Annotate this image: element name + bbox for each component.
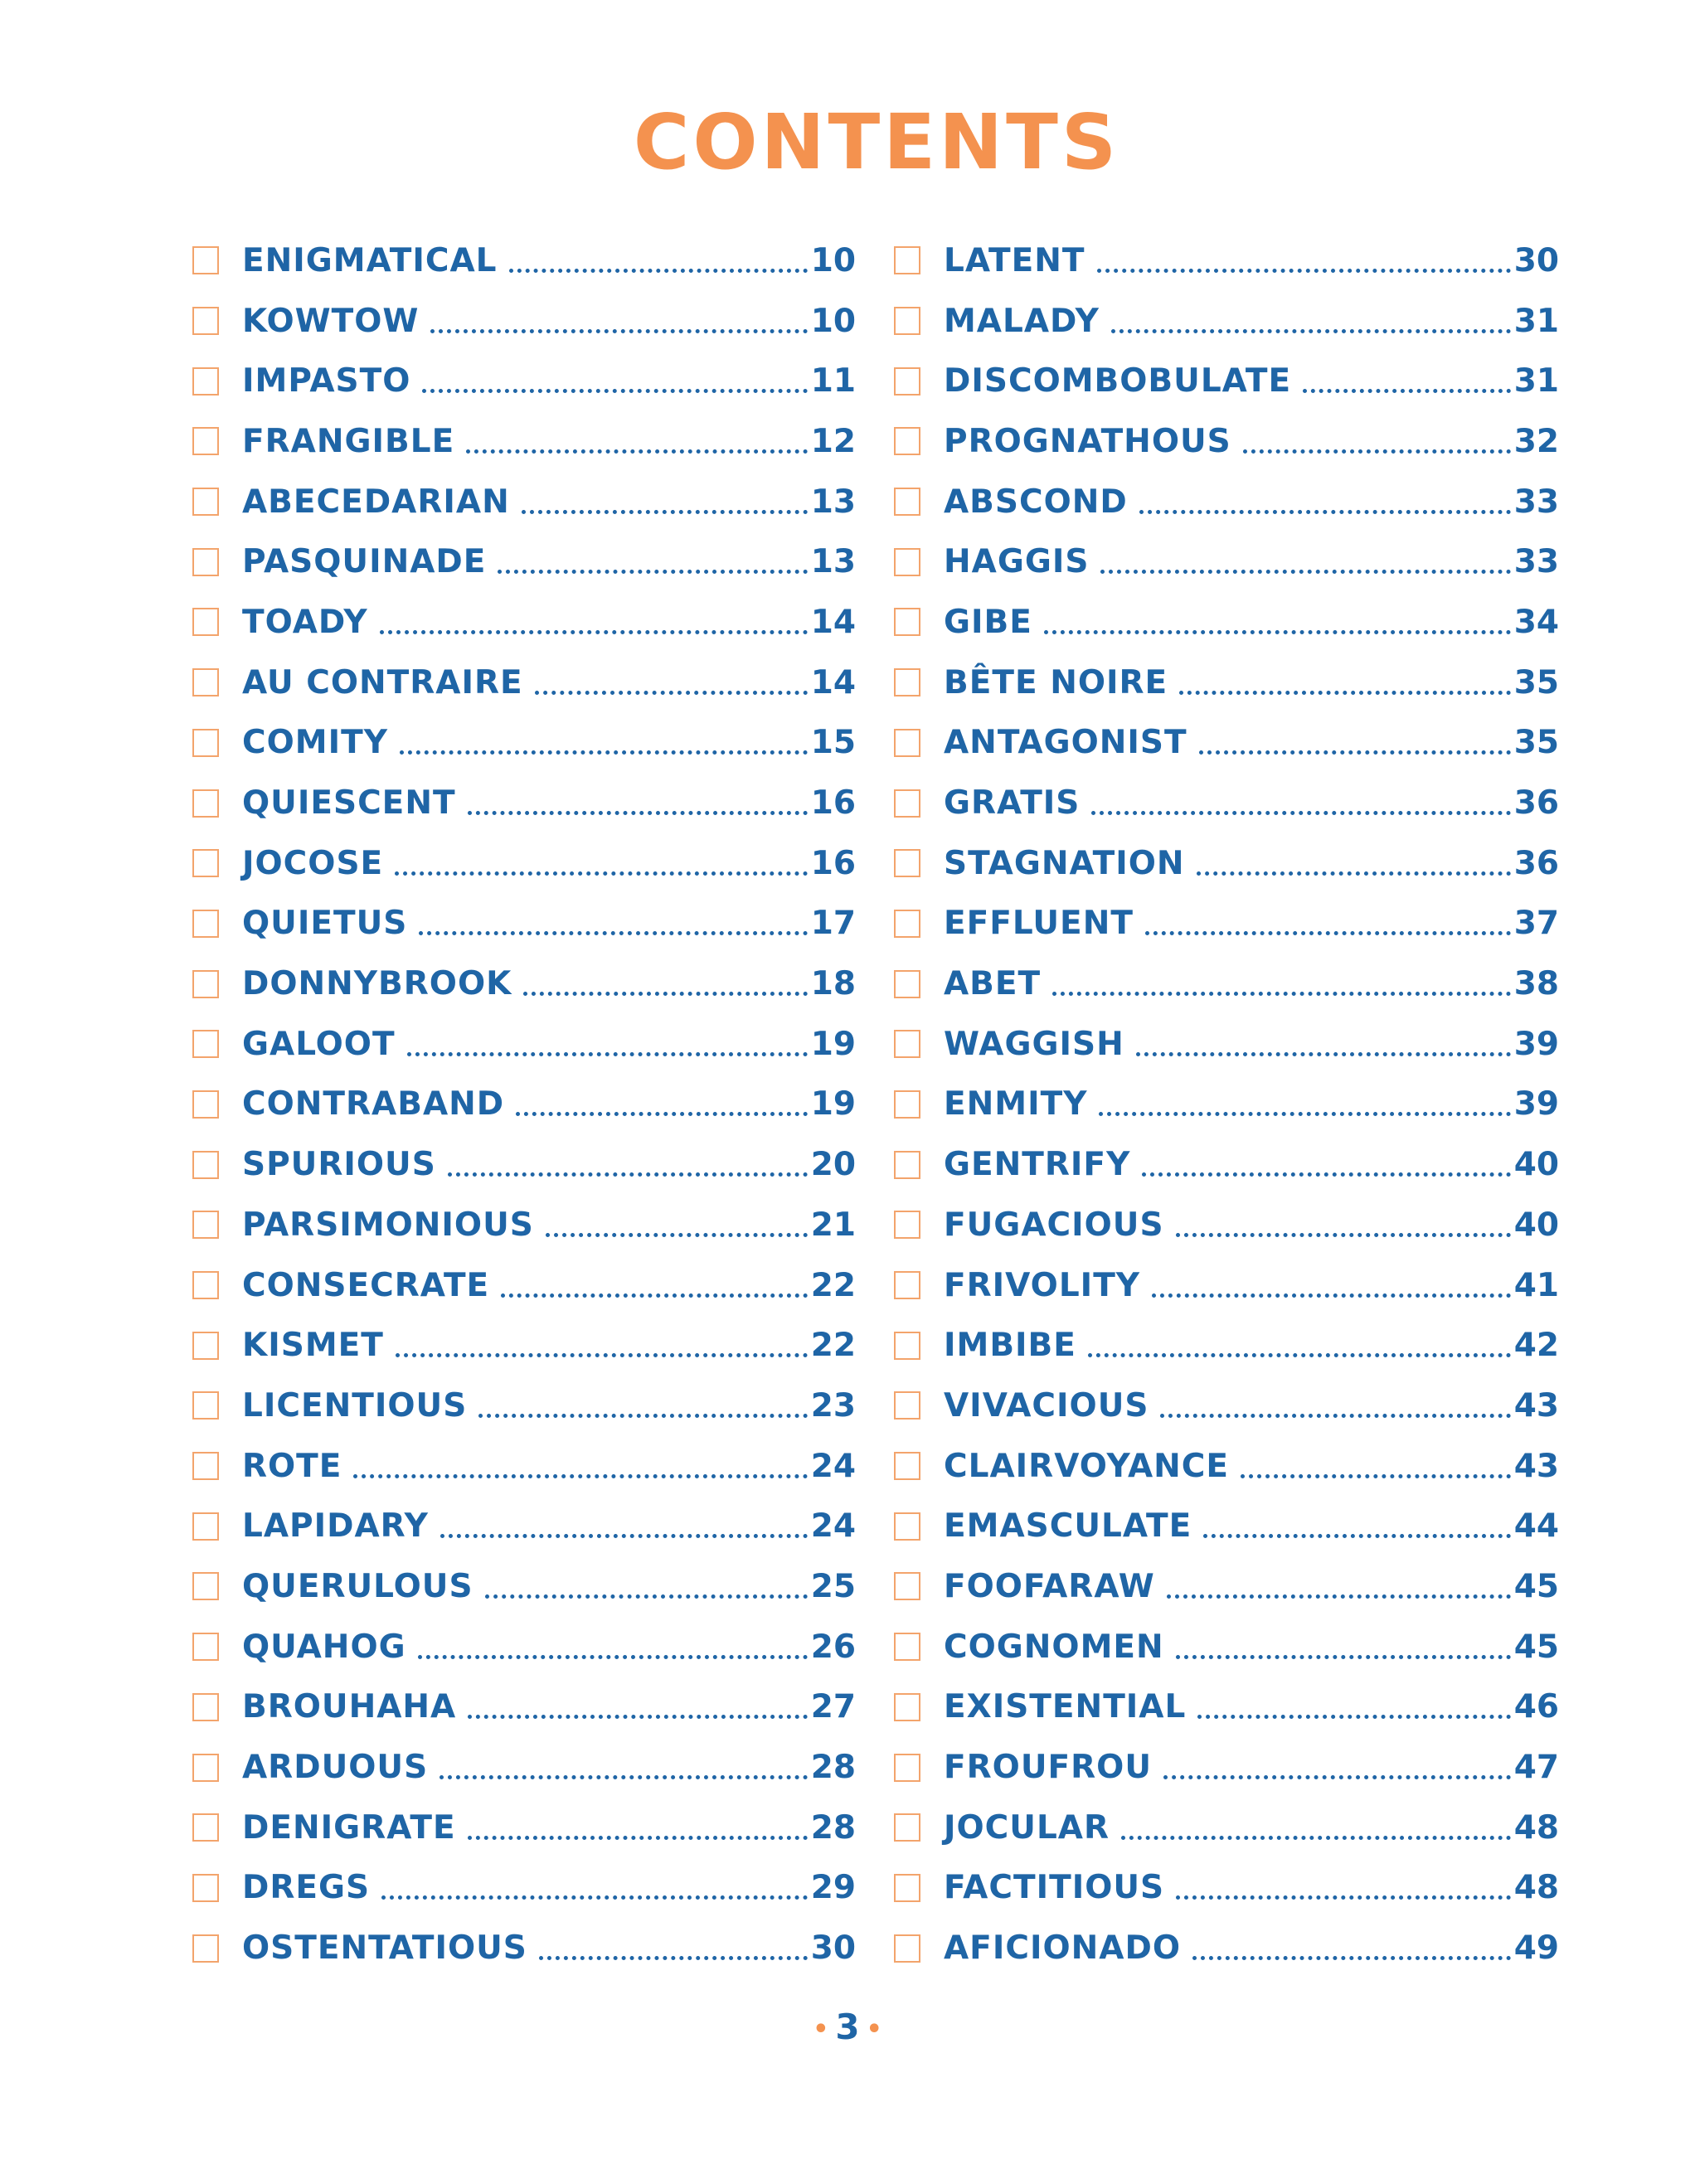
entry-page: 46 [1513, 1688, 1559, 1726]
dot-leader [1139, 510, 1511, 514]
entry-word: GENTRIFY [944, 1146, 1131, 1184]
entry-word: OSTENTATIOUS [242, 1929, 527, 1968]
contents-entry [894, 1075, 1559, 1135]
entry-word: ABSCOND [944, 483, 1128, 521]
contents-entry [192, 472, 856, 532]
contents-entry [894, 894, 1559, 954]
entry-page: 45 [1513, 1628, 1559, 1666]
entry-page: 29 [810, 1869, 856, 1907]
checkbox[interactable] [192, 1271, 219, 1299]
entry-page: 44 [1513, 1507, 1559, 1546]
entry-page: 31 [1513, 302, 1559, 340]
checkbox[interactable] [894, 1512, 920, 1541]
checkbox[interactable] [894, 548, 920, 576]
dot-leader [1199, 750, 1511, 755]
contents-entry [894, 1858, 1559, 1919]
dot-leader [522, 510, 808, 514]
contents-entry [894, 1677, 1559, 1738]
entry-word: KOWTOW [242, 302, 420, 340]
entry-word: GALOOT [242, 1025, 396, 1063]
contents-entry [192, 1014, 856, 1075]
contents-entry [894, 1255, 1559, 1316]
entry-word: MALADY [944, 302, 1100, 340]
entry-page: 13 [810, 483, 856, 521]
entry-word: PASQUINADE [242, 543, 487, 581]
entry-word: QUIETUS [242, 905, 408, 943]
checkbox[interactable] [192, 1693, 219, 1721]
contents-entry [192, 833, 856, 894]
page-number-text: 3 [835, 2007, 860, 2047]
entry-word: ABET [944, 965, 1042, 1003]
dot-leader [419, 931, 807, 935]
entry-page: 10 [810, 241, 856, 279]
checkbox[interactable] [192, 608, 219, 636]
entry-word: EMASCULATE [944, 1507, 1192, 1546]
entry-word: PROGNATHOUS [944, 422, 1231, 460]
contents-entry [192, 894, 856, 954]
checkbox[interactable] [894, 1572, 920, 1600]
entry-word: FOOFARAW [944, 1567, 1155, 1605]
entry-page: 42 [1513, 1327, 1559, 1365]
entry-page: 43 [1513, 1386, 1559, 1424]
checkbox[interactable] [192, 910, 219, 938]
contents-entry [192, 773, 856, 833]
dot-leader [478, 1414, 807, 1418]
entry-word: EXISTENTIAL [944, 1688, 1187, 1726]
checkbox[interactable] [894, 1934, 920, 1963]
entry-word: IMBIBE [944, 1327, 1076, 1365]
dot-leader [1111, 329, 1511, 333]
entry-word: AU CONTRAIRE [242, 663, 523, 701]
dot-leader [485, 1594, 808, 1599]
contents-entry [894, 713, 1559, 774]
entry-word: STAGNATION [944, 844, 1185, 882]
entry-page: 37 [1513, 905, 1559, 943]
entry-page: 38 [1513, 965, 1559, 1003]
entry-page: 27 [810, 1688, 856, 1726]
checkbox[interactable] [192, 1633, 219, 1661]
dot-leader [1243, 449, 1511, 454]
dot-leader [396, 1353, 808, 1357]
entry-word: JOCULAR [944, 1808, 1110, 1847]
contents-entry [192, 411, 856, 472]
entry-page: 22 [810, 1266, 856, 1304]
checkbox[interactable] [192, 548, 219, 576]
page-number [0, 2007, 1695, 2047]
checkbox[interactable] [894, 910, 920, 938]
checkbox[interactable] [894, 1754, 920, 1782]
checkbox[interactable] [894, 1693, 920, 1721]
entry-word: ENIGMATICAL [242, 241, 498, 279]
contents-entry [192, 1798, 856, 1858]
contents-entry [192, 1075, 856, 1135]
contents-entry [192, 531, 856, 592]
entry-page: 10 [810, 302, 856, 340]
checkbox[interactable] [894, 1452, 920, 1480]
contents-entry [894, 1617, 1559, 1677]
dot-leader [1100, 570, 1510, 574]
checkbox[interactable] [894, 367, 920, 396]
contents-entry [192, 653, 856, 713]
contents-entry [192, 1315, 856, 1376]
entry-word: AFICIONADO [944, 1929, 1181, 1968]
contents-entry [894, 411, 1559, 472]
contents-left-column [192, 231, 856, 1978]
dot-leader [440, 1775, 808, 1779]
dot-leader [546, 1233, 808, 1237]
entry-word: EFFLUENT [944, 905, 1134, 943]
dot-leader [430, 329, 807, 333]
entry-page: 34 [1513, 603, 1559, 641]
entry-word: HAGGIS [944, 543, 1090, 581]
contents-entry [894, 1556, 1559, 1617]
entry-page: 17 [810, 905, 856, 943]
dot-icon: • [866, 2015, 882, 2044]
contents-entry [894, 1436, 1559, 1497]
contents-right-column [894, 231, 1559, 1978]
contents-entry [894, 1134, 1559, 1195]
contents-entry [894, 1798, 1559, 1858]
entry-page: 40 [1513, 1146, 1559, 1184]
entry-page: 28 [810, 1749, 856, 1787]
checkbox[interactable] [894, 729, 920, 757]
contents-entry [894, 1315, 1559, 1376]
entry-word: COGNOMEN [944, 1628, 1164, 1666]
entry-word: LICENTIOUS [242, 1386, 468, 1424]
checkbox[interactable] [894, 1332, 920, 1360]
dot-leader [1160, 1414, 1510, 1418]
checkbox[interactable] [192, 849, 219, 877]
dot-leader [448, 1172, 808, 1177]
contents-entry [192, 1918, 856, 1978]
dot-leader [468, 811, 808, 815]
contents-entry [894, 291, 1559, 352]
contents-entry [192, 1737, 856, 1798]
dot-leader [509, 269, 808, 273]
checkbox[interactable] [192, 1512, 219, 1541]
dot-leader [1044, 630, 1511, 634]
entry-page: 49 [1513, 1929, 1559, 1968]
dot-leader [1203, 1534, 1510, 1538]
contents-entry [894, 833, 1559, 894]
entry-word: BÊTE NOIRE [944, 663, 1168, 701]
entry-word: SPURIOUS [242, 1146, 436, 1184]
entry-page: 32 [1513, 422, 1559, 460]
entry-page: 36 [1513, 784, 1559, 823]
dot-leader [466, 449, 807, 454]
entry-page: 25 [810, 1567, 856, 1605]
checkbox[interactable] [192, 970, 219, 998]
contents-entry [192, 1858, 856, 1919]
dot-icon: • [813, 2015, 829, 2044]
contents-entry [192, 1677, 856, 1738]
dot-leader [1052, 992, 1511, 996]
checkbox[interactable] [192, 1151, 219, 1179]
checkbox[interactable] [192, 1813, 219, 1842]
dot-leader [380, 630, 808, 634]
contents-entry [894, 351, 1559, 411]
entry-word: TOADY [242, 603, 368, 641]
dot-leader [516, 1112, 808, 1116]
checkbox[interactable] [192, 1874, 219, 1902]
dot-leader [395, 871, 808, 876]
entry-page: 35 [1513, 663, 1559, 701]
entry-page: 36 [1513, 844, 1559, 882]
entry-word: FACTITIOUS [944, 1869, 1165, 1907]
entry-word: KISMET [242, 1327, 384, 1365]
checkbox[interactable] [894, 307, 920, 335]
contents-entry [192, 351, 856, 411]
checkbox[interactable] [192, 1391, 219, 1420]
checkbox[interactable] [192, 1332, 219, 1360]
entry-page: 14 [810, 663, 856, 701]
checkbox[interactable] [192, 1030, 219, 1058]
contents-entry [192, 1376, 856, 1436]
contents-entry [894, 1195, 1559, 1255]
entry-word: CONSECRATE [242, 1266, 490, 1304]
entry-page: 33 [1513, 483, 1559, 521]
entry-page: 19 [810, 1085, 856, 1124]
contents-entry [894, 1014, 1559, 1075]
contents-entry [894, 1376, 1559, 1436]
checkbox[interactable] [192, 1572, 219, 1600]
checkbox[interactable] [894, 246, 920, 274]
checkbox[interactable] [894, 608, 920, 636]
entry-word: GIBE [944, 603, 1032, 641]
contents-entry [894, 531, 1559, 592]
dot-leader [539, 1956, 808, 1960]
entry-page: 18 [810, 965, 856, 1003]
entry-page: 35 [1513, 724, 1559, 762]
dot-leader [1176, 1895, 1511, 1900]
checkbox[interactable] [894, 1633, 920, 1661]
entry-word: DENIGRATE [242, 1808, 456, 1847]
dot-leader [1097, 269, 1511, 273]
entry-page: 14 [810, 603, 856, 641]
dot-leader [535, 691, 808, 695]
checkbox[interactable] [894, 668, 920, 696]
checkbox[interactable] [894, 849, 920, 877]
entry-page: 22 [810, 1327, 856, 1365]
dot-leader [1303, 389, 1511, 393]
dot-leader [1145, 931, 1511, 935]
entry-word: FUGACIOUS [944, 1206, 1164, 1244]
entry-page: 12 [810, 422, 856, 460]
dot-leader [1152, 1293, 1511, 1298]
contents-entry [192, 291, 856, 352]
dot-leader [1099, 1112, 1510, 1116]
checkbox[interactable] [192, 367, 219, 396]
entry-page: 20 [810, 1146, 856, 1184]
dot-leader [468, 1836, 808, 1840]
entry-word: COMITY [242, 724, 388, 762]
contents-entry [894, 773, 1559, 833]
contents-entry [192, 1617, 856, 1677]
entry-word: ARDUOUS [242, 1749, 429, 1787]
entry-page: 26 [810, 1628, 856, 1666]
entry-word: VIVACIOUS [944, 1386, 1149, 1424]
dot-leader [468, 1715, 807, 1719]
contents-entry [192, 231, 856, 291]
checkbox[interactable] [894, 970, 920, 998]
contents-entry [192, 1255, 856, 1316]
dot-leader [440, 1534, 808, 1538]
contents-entry [192, 954, 856, 1014]
checkbox[interactable] [894, 1211, 920, 1239]
entry-word: DREGS [242, 1869, 371, 1907]
contents-entry [192, 592, 856, 653]
dot-leader [1167, 1594, 1511, 1599]
entry-word: DISCOMBOBULATE [944, 362, 1292, 400]
entry-word: WAGGISH [944, 1025, 1124, 1063]
dot-leader [1176, 1655, 1511, 1659]
contents-entry [192, 1556, 856, 1617]
entry-page: 16 [810, 844, 856, 882]
checkbox[interactable] [894, 789, 920, 818]
page-title: CONTENTS [633, 98, 1120, 187]
contents-entry [192, 1195, 856, 1255]
dot-leader [1121, 1836, 1511, 1840]
entry-page: 24 [810, 1507, 856, 1546]
entry-page: 13 [810, 543, 856, 581]
entry-page: 40 [1513, 1206, 1559, 1244]
entry-page: 28 [810, 1808, 856, 1847]
checkbox[interactable] [894, 1271, 920, 1299]
dot-leader [1197, 1715, 1510, 1719]
entry-word: LATENT [944, 241, 1085, 279]
entry-page: 30 [810, 1929, 856, 1968]
entry-word: IMPASTO [242, 362, 411, 400]
entry-page: 48 [1513, 1808, 1559, 1847]
entry-word: GRATIS [944, 784, 1081, 823]
contents-entry [894, 472, 1559, 532]
checkbox[interactable] [192, 427, 219, 455]
entry-page: 24 [810, 1447, 856, 1485]
entry-page: 33 [1513, 543, 1559, 581]
checkbox[interactable] [192, 1934, 219, 1963]
checkbox[interactable] [192, 1452, 219, 1480]
entry-page: 48 [1513, 1869, 1559, 1907]
dot-leader [501, 1293, 808, 1298]
contents-entry [894, 1737, 1559, 1798]
checkbox[interactable] [894, 488, 920, 516]
entry-word: QUERULOUS [242, 1567, 474, 1605]
dot-leader [407, 1052, 808, 1056]
checkbox[interactable] [192, 246, 219, 274]
entry-word: LAPIDARY [242, 1507, 429, 1546]
entry-page: 45 [1513, 1567, 1559, 1605]
entry-page: 11 [810, 362, 856, 400]
checkbox[interactable] [192, 1090, 219, 1119]
entry-page: 47 [1513, 1749, 1559, 1787]
entry-page: 16 [810, 784, 856, 823]
entry-word: ENMITY [944, 1085, 1088, 1124]
checkbox[interactable] [192, 729, 219, 757]
checkbox[interactable] [192, 488, 219, 516]
dot-leader [381, 1895, 808, 1900]
checkbox[interactable] [894, 1874, 920, 1902]
dot-leader [1136, 1052, 1511, 1056]
entry-page: 23 [810, 1386, 856, 1424]
entry-page: 41 [1513, 1266, 1559, 1304]
entry-word: FRANGIBLE [242, 422, 455, 460]
checkbox[interactable] [192, 1754, 219, 1782]
contents-entry [894, 653, 1559, 713]
checkbox[interactable] [894, 1813, 920, 1842]
entry-word: DONNYBROOK [242, 965, 512, 1003]
entry-page: 19 [810, 1025, 856, 1063]
entry-word: CONTRABAND [242, 1085, 505, 1124]
entry-word: QUIESCENT [242, 784, 456, 823]
contents-entry [894, 954, 1559, 1014]
dot-leader [400, 750, 808, 755]
dot-leader [418, 1655, 808, 1659]
checkbox[interactable] [192, 789, 219, 818]
checkbox[interactable] [192, 668, 219, 696]
entry-word: CLAIRVOYANCE [944, 1447, 1230, 1485]
checkbox[interactable] [894, 1391, 920, 1420]
checkbox[interactable] [192, 1211, 219, 1239]
entry-page: 30 [1513, 241, 1559, 279]
entry-page: 21 [810, 1206, 856, 1244]
entry-word: FRIVOLITY [944, 1266, 1141, 1304]
entry-word: FROUFROU [944, 1749, 1152, 1787]
checkbox[interactable] [894, 1090, 920, 1119]
dot-leader [353, 1474, 807, 1478]
entry-word: BROUHAHA [242, 1688, 457, 1726]
checkbox[interactable] [192, 307, 219, 335]
entry-page: 31 [1513, 362, 1559, 400]
dot-leader [1142, 1172, 1510, 1177]
entry-word: ABECEDARIAN [242, 483, 510, 521]
entry-word: JOCOSE [242, 844, 384, 882]
dot-leader [1179, 691, 1511, 695]
entry-word: ANTAGONIST [944, 724, 1187, 762]
dot-leader [1176, 1233, 1511, 1237]
contents-entry [894, 592, 1559, 653]
contents-entry [894, 1496, 1559, 1556]
checkbox[interactable] [894, 1030, 920, 1058]
dot-leader [422, 389, 807, 393]
checkbox[interactable] [894, 1151, 920, 1179]
contents-entry [192, 1436, 856, 1497]
entry-page: 15 [810, 724, 856, 762]
contents-entry [192, 1134, 856, 1195]
dot-leader [1197, 871, 1511, 876]
dot-leader [1088, 1353, 1511, 1357]
contents-entry [894, 231, 1559, 291]
entry-page: 39 [1513, 1025, 1559, 1063]
dot-leader [523, 992, 807, 996]
entry-word: QUAHOG [242, 1628, 406, 1666]
dot-leader [1163, 1775, 1511, 1779]
checkbox[interactable] [894, 427, 920, 455]
contents-entry [192, 1496, 856, 1556]
entry-word: PARSIMONIOUS [242, 1206, 534, 1244]
contents-entry [894, 1918, 1559, 1978]
dot-leader [1192, 1956, 1511, 1960]
dot-leader [498, 570, 807, 574]
entry-page: 39 [1513, 1085, 1559, 1124]
entry-page: 43 [1513, 1447, 1559, 1485]
contents-entry [192, 713, 856, 774]
entry-word: ROTE [242, 1447, 342, 1485]
dot-leader [1241, 1474, 1511, 1478]
dot-leader [1091, 811, 1510, 815]
